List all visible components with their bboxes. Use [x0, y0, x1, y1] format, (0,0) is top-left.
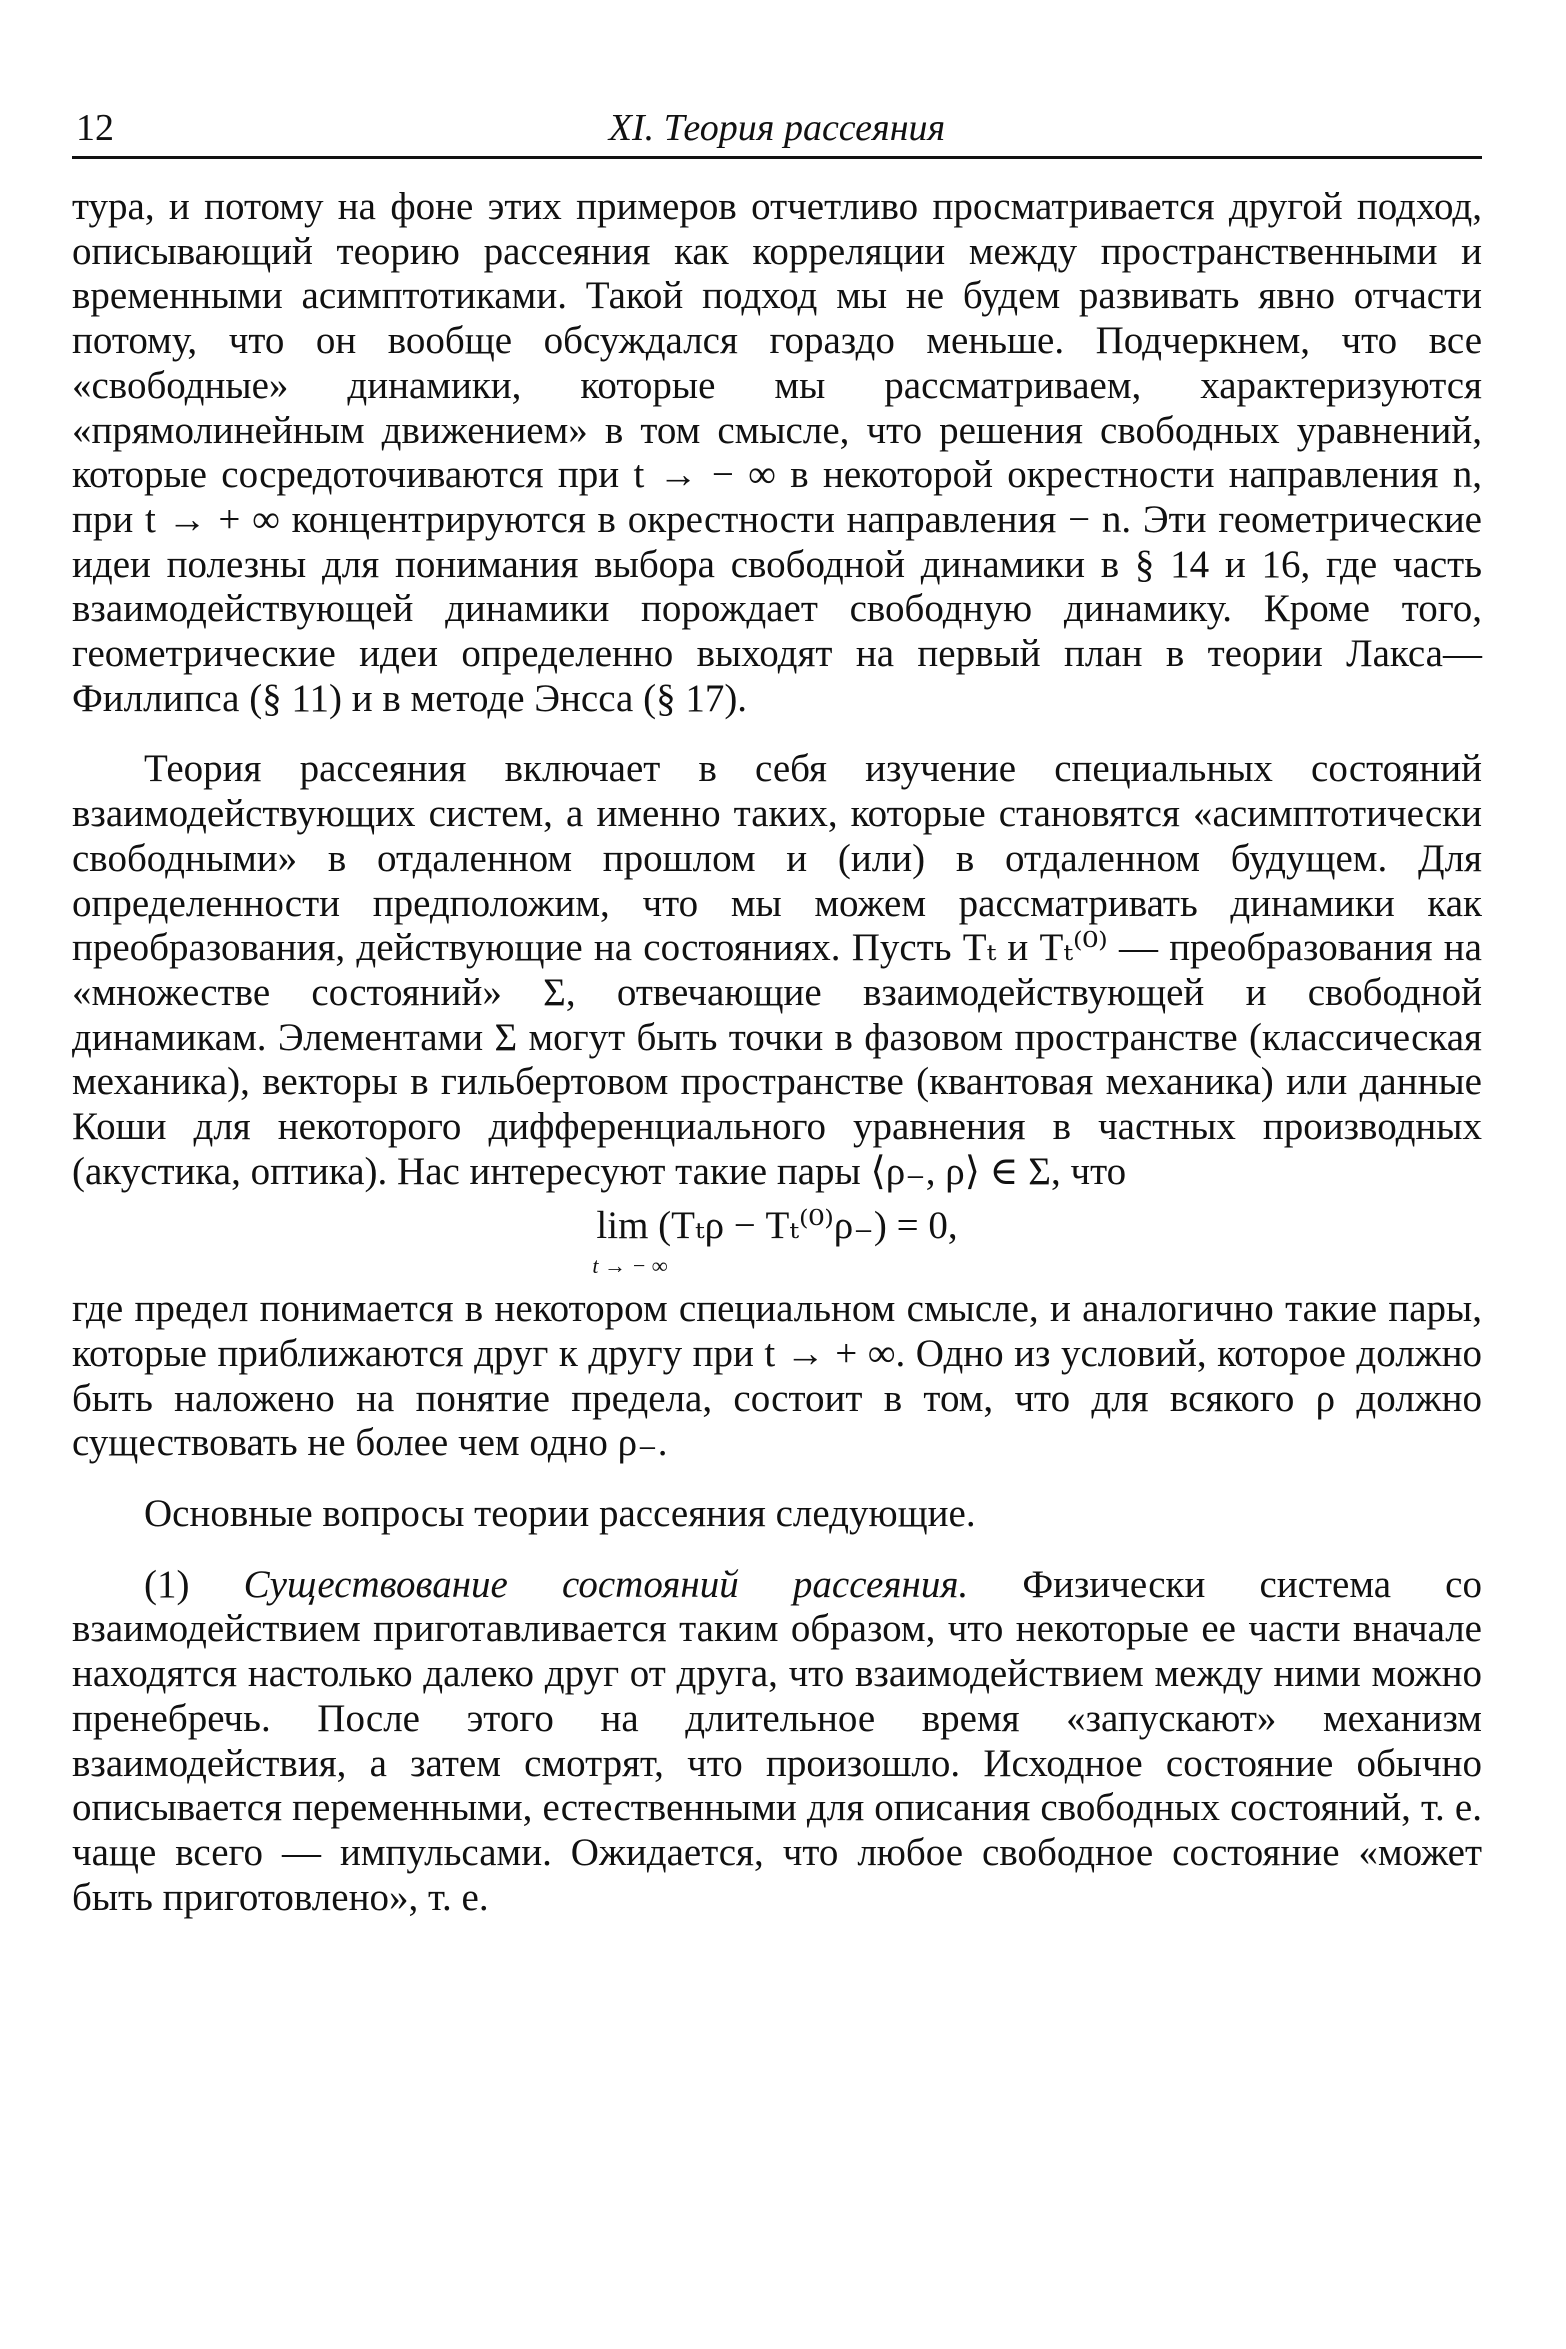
- lim-label: lim: [596, 1204, 649, 1248]
- numbered-item: [72, 1563, 1482, 1921]
- formula: [72, 1204, 1482, 1279]
- body-text: [72, 185, 1482, 1920]
- paragraph: Основные вопросы теории рассеяния следующие.: [144, 1491, 976, 1535]
- paragraph: где предел понимается в некотором специальном смысле, и аналогично такие пары, которые приближаются друг к другу при t → + ∞. Одно из условий, которое должно быть наложено на понятие предела, состоит в том, что для всякого ρ должно существовать не более чем одно ρ₋.: [72, 1287, 1482, 1465]
- lim-subscript: t → − ∞: [592, 1253, 668, 1279]
- paragraph: тура, и потому на фоне этих примеров отчетливо просматривается другой подход, описывающий теорию рассеяния как корреляции между пространственными и временными асимптотиками. Такой подход мы не будем развивать явно отчасти потому, что он вообще обсуждался гораздо меньше. Подчеркнем, что все «свободные» динамики, которые мы рассматриваем, характеризуются «прямолинейным движением» в том смысле, что решения свободных уравнений, которые сосредоточиваются при t → − ∞ в некоторой окрестности направления n, при t → + ∞ концентрируются в окрестности направления − n. Эти геометрические идеи полезны для понимания выбора свободной динамики в § 14 и 16, где часть взаимодействующей динамики порождает свободную динамику. Кроме того, геометрические идеи определенно выходят на первый план в теории Лакса—Филлипса (§ 11) и в методе Энсса (§ 17).: [72, 185, 1482, 720]
- limit-operator: [592, 1204, 668, 1279]
- book-page: [72, 100, 1482, 1920]
- paragraph: Теория рассеяния включает в себя изучение специальных состояний взаимодействующих систем, а именно таких, которые становятся «асимптотически свободными» в отдаленном прошлом и (или) в отдаленном будущем. Для определенности предположим, что мы можем рассматривать динамики как преобразования, действующие на состояниях. Пусть Tₜ и Tₜ⁽⁰⁾ — преобразования на «множестве состояний» Σ, отвечающие взаимодействующей и свободной динамикам. Элементами Σ могут быть точки в фазовом пространстве (классическая механика), векторы в гильбертовом пространстве (квантовая механика) или данные Коши для некоторого дифференциального уравнения в частных производных (акустика, оптика). Нас интересуют такие пары ⟨ρ₋, ρ⟩ ∈ Σ, что: [72, 747, 1482, 1193]
- page-number: 12: [76, 107, 114, 149]
- running-head: [72, 100, 1482, 159]
- item-title: Существование состояний рассеяния.: [243, 1562, 969, 1606]
- item-number: (1): [144, 1562, 190, 1606]
- item-text: Физически система со взаимодействием приготавливается таким образом, что некоторые ее части вначале находятся настолько далеко друг от друга, что взаимодействием между ними можно пренебречь. После этого на длительное время «запускают» механизм взаимодействия, а затем смотрят, что произошло. Исходное состояние обычно описывается переменными, естественными для описания свободных состояний, т. е. чаще всего — импульсами. Ожидается, что любое свободное состояние «может быть приготовлено», т. е.: [72, 1562, 1482, 1919]
- formula-expression: (Tₜρ − Tₜ⁽⁰⁾ρ₋) = 0,: [658, 1204, 958, 1248]
- running-title: XI. Теория рассеяния: [608, 107, 946, 149]
